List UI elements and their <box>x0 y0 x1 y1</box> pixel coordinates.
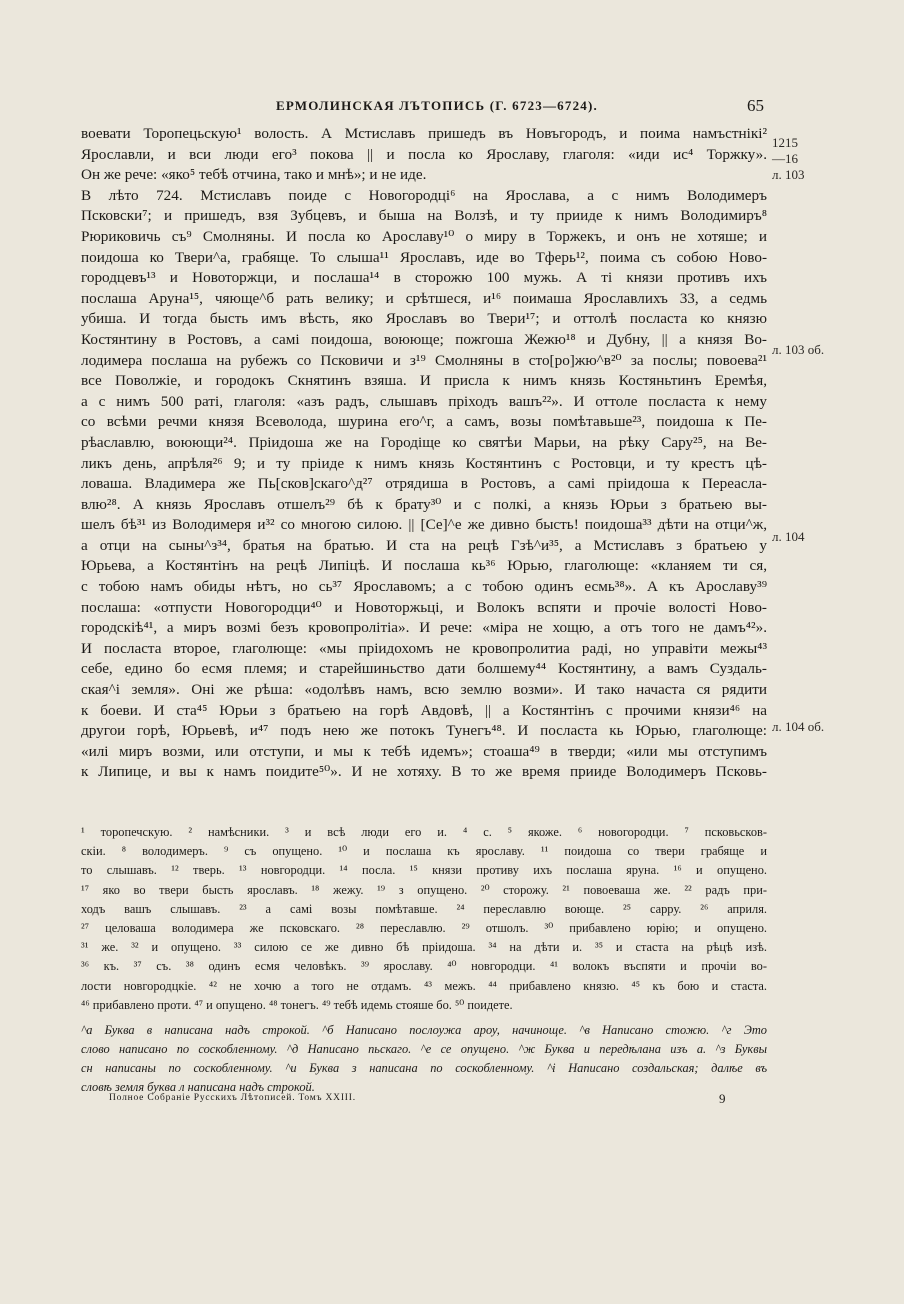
text-line: другои горѣ, Юрьевѣ, и⁴⁷ подъ нею же потокъ Тунегъ⁴⁸. И посласта кь Юрью, глаголюще: <box>81 722 767 740</box>
text-line: Псковски⁷; и пришедъ, взя Зубцевъ, и быша на Волзѣ, и ту прииде к нимъ Володимиръ⁸ <box>81 207 767 225</box>
text-line: лодимера послаша на рубежъ со Псковичи и з¹⁹ Смолняны в сто[ро]жю^в²⁰ за послы; повоева²¹ <box>81 351 767 369</box>
running-head <box>0 98 904 120</box>
footnote-line: ¹ торопечскую. ² намѣсники. ³ и всѣ люди его и. ⁴ с. ⁵ якоже. ⁶ новогородци. ⁷ псковьсков- <box>81 825 767 839</box>
text-line: ская^і земля». Оні же рѣша: «одолѣвъ намъ, всю землю возми». И тако начаста ся рядити <box>81 681 767 699</box>
text-line: себе, едино бо есмя племя; и старейшиньство дати болшему⁴⁴ Костянтину, а вамъ Суздаль- <box>81 660 767 678</box>
text-line: со всѣми речми князя Всеволода, шурина его^г, а самъ, возы помѣтавьше²³, поидоша к Пе- <box>81 413 767 431</box>
text-line: а с нимъ 500 раті, глаголя: «азъ радъ, слышавъ пріходъ вашъ²²». И оттоле посласта к нему <box>81 392 767 410</box>
text-line: все Поволжіе, и городокъ Скнятинъ взяша. И присла к нимъ князь Костяньтинъ Еремѣя, <box>81 372 767 390</box>
text-line: поидоша ко Твери^а, грабяще. То слыша¹¹ Ярославъ, иде во Тферь¹², поима съ собою Ново- <box>81 248 767 266</box>
text-line: с тобою намъ обиды нѣтъ, но сь³⁷ Ярославомъ; а с тобою одинъ есмь³⁸». А къ Арославу³⁹ <box>81 578 767 596</box>
text-line: шелъ бѣ³¹ из Володимеря и³² со многою силою. || [Се]^е же дивно бысть! поидоша³³ дѣти на отци^ж, <box>81 516 767 534</box>
text-line: городцевъ¹³ и Новоторжци, и послаша¹⁴ в сторожю 100 мужь. А ті князи противъ ихъ <box>81 269 767 287</box>
variant-notes <box>81 1021 767 1097</box>
text-line: В лѣто 724. Мстиславъ поиде с Новогородці⁶ на Ярослава, а с нимъ Володимеръ <box>81 186 767 204</box>
text-line: Ярославли, и вси люди его³ покова || и посла ко Ярославу, глаголя: «иди ис⁴ Торжку». <box>81 145 767 163</box>
text-line: а отци на сыны^з³⁴, братья на братью. И ста на рецѣ Гзѣ^и³⁵, а Мстиславъ з братьею у <box>81 536 767 554</box>
text-line: ликъ день, апрѣля²⁶ 9; и ту пріиде к нимъ князь Костянтинъ с Ростовци, и ту крестъ цѣ- <box>81 454 767 472</box>
text-line: к Липице, и вы к намъ поидите⁵⁰». И не хотяху. В то же время прииде Володимеръ Псковь- <box>81 763 767 781</box>
text-line: влю²⁸. А князь Ярославъ отшелъ²⁹ бѣ к брату³⁰ и с полкі, а князь Юрьи з братьею вы- <box>81 495 767 513</box>
text-line: городскіѣ⁴¹, а миръ возмі безъ кровопролітіа». И рече: «міра не хощю, а отъ того не дамъ⁴²». <box>81 619 767 637</box>
margin-leaf-104: л. 104 <box>772 529 805 544</box>
footnote-line: то слышавъ. ¹² тверь. ¹³ новгородци. ¹⁴ посла. ¹⁵ князи противу ихъ послаша яруна. ¹⁶ и опущено. <box>81 863 767 878</box>
margin-leaf-103: л. 103 <box>772 167 805 182</box>
text-line: Рюриковичь съ⁹ Смолняны. И посла ко Арославу¹⁰ о миру в Торжекъ, и онъ не хотяше; и <box>81 227 767 245</box>
text-line: послаша Аруна¹⁵, чяюще^б рать велику; и срѣтшеся, и¹⁶ поимаша Ярославлихъ 33, а седмь <box>81 289 767 307</box>
running-title: ЕРМОЛИНСКАЯ ЛЪТОПИСЬ (Г. 6723—6724). <box>276 98 598 113</box>
footnote-line: ³⁶ къ. ³⁷ съ. ³⁸ одинъ есмя человѣкъ. ³⁹ ярославу. ⁴⁰ новгородци. ⁴¹ волокъ въспяти и прочіи во- <box>81 959 767 974</box>
printer-signature <box>81 1093 767 1109</box>
variant-line: ^а Буква в написана надъ строкой. ^б Написано послоужа ароу, начиноще. ^в Написано стожю. ^г Это <box>81 1023 767 1037</box>
text-line: убиша. И тогда бысть имъ вѣсть, яко Ярославъ во Твери¹⁷; и оттолѣ посласта ко князю <box>81 310 767 328</box>
variant-line: сн написаны по соскобленному. ^и Буква з написана по соскобленному. ^і Написано создальская; далѣе въ <box>81 1061 767 1075</box>
text-line: Юрьева, а Костянтінъ на рецѣ Липіцѣ. И послаша кь³⁶ Юрью, глаголюще: «кланяем ти ся, <box>81 557 767 575</box>
footnote-line: лости новгородцкіе. ⁴² не хочю а того не отдамъ. ⁴³ межъ. ⁴⁴ прибавлено князю. ⁴⁵ къ бою и стаста. <box>81 978 767 993</box>
text-line: послаша: «отпусти Новогородци⁴⁰ и Новоторжьці, и Волокъ вспяти и прочіе волості Ново- <box>81 598 767 616</box>
text-line: воевати Торопецьскую¹ волость. А Мстиславъ пришедъ въ Новъгородъ, и поима намъстнікі² <box>81 125 767 142</box>
text-line: к боеви. И ста⁴⁵ Юрьи з братьею на горѣ Авдовѣ, || а Костянтінъ с прочими князи⁴⁶ на <box>81 701 767 719</box>
sheet-number: 9 <box>719 1091 726 1106</box>
margin-year-continued: —16 <box>772 151 798 166</box>
footnote-line: скіи. ⁸ володимеръ. ⁹ съ опущено. ¹⁰ и послаша къ ярославу. ¹¹ поидоша со твери грабяще и <box>81 844 767 859</box>
footnotes <box>81 823 767 1015</box>
text-line: рѣаславлю, воюющи²⁴. Пріидоша же на Городіще ко святѣи Марьи, на рѣку Сару²⁵, на Ве- <box>81 433 767 451</box>
footnote-line: ⁴⁶ прибавлено проти. ⁴⁷ и опущено. ⁴⁸ тонегъ. ⁴⁹ тебѣ идемь стояше бо. ⁵⁰ поидете. <box>81 997 513 1012</box>
text-line: «илі миръ возми, или отступи, и мы к тебѣ идемъ»; стоаша⁴⁹ в тверди; «или мы отступимъ <box>81 742 767 760</box>
text-line: ловаша. Владимера же Пь[сков]скаго^д²⁷ отрядиша в Ростовъ, а самі пріидоша к Переасла- <box>81 475 767 493</box>
footnote-line: ³¹ же. ³² и опущено. ³³ силою се же дивно бѣ пріидоша. ³⁴ на дѣти и. ³⁵ и стаста на рѣцѣ изѣ. <box>81 940 767 955</box>
variant-line: слово написано по соскобленному. ^д Написано пьскаго. ^е се опущено. ^ж Буква и передѣлана изъ а. ^з Буквы <box>81 1042 767 1056</box>
variant-line: словѣ земля буква л написана надъ строкой. <box>81 1080 315 1094</box>
text-line: И посласта второе, глаголюще: «мы пріидохомъ не кровопролитиа раді, но управіти межы⁴³ <box>81 639 767 657</box>
text-line: Костянтину в Ростовъ, а самі поидоша, воююще; пожгоша Жежю¹⁸ и Дубну, || а князя Во- <box>81 330 767 348</box>
text-line: Он же рече: «яко⁵ тебѣ отчина, тако и мнѣ»; и не иде. <box>81 166 427 184</box>
margin-leaf-103-ob: л. 103 об. <box>772 342 825 357</box>
chronicle-text <box>81 124 767 783</box>
footnote-line: ²⁷ целоваша володимера же псковскаго. ²⁸ переславлю. ²⁹ отшолъ. ³⁰ прибавлено юрію; и опущено. <box>81 920 767 935</box>
page-number: 65 <box>747 96 764 115</box>
signature-text: Полное Собраніе Русскихъ Лѣтописей. Томъ XXIII. <box>109 1093 356 1103</box>
footnote-line: ¹⁷ яко во твери бысть ярославъ. ¹⁸ жежу. ¹⁹ з опущено. ²⁰ сторожу. ²¹ повоеваша же. ²² радъ при- <box>81 882 767 897</box>
margin-leaf-104-ob: л. 104 об. <box>772 719 825 734</box>
footnote-line: ходъ вашъ слышавъ. ²³ а самі возы помѣтавше. ²⁴ переславлю воюще. ²⁵ сарру. ²⁶ априля. <box>81 901 767 916</box>
margin-year: 1215 <box>772 135 798 150</box>
